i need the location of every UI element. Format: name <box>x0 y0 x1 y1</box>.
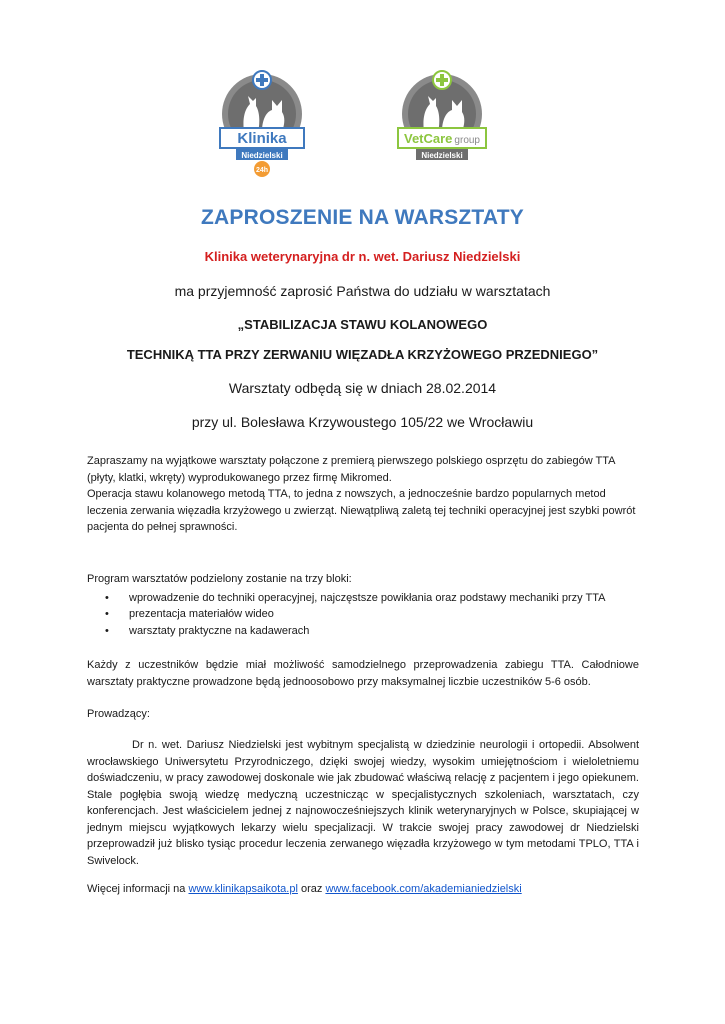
leaders-label: Prowadzący: <box>87 708 150 720</box>
bio-paragraph: Dr n. wet. Dariusz Niedzielski jest wybitnym specjalistą w dziedzinie neurologii i ortopedii. Absolwent wrocławskiego Uniwersytetu Przyrodniczego, dzięki swojej wiedzy, wysokim umiejętnościom i wieloletniemu doświadczeniu, w pracy zawodowej doskonale wie jak zbudować właściwą relację z pacjentem i jego opiekunem. Stale pogłębia swoją wiedzę medyczną uczestnicząc w specjalistycznych szkoleniach, warsztatach, czy konferencjach. Jest właścicielem jednej z najnowocześniejszych klinik weterynaryjnych w Polsce, skupiającej w jednym miejscu wyjątkowych lekarzy wielu specjalizacji. W trakcie swojej pracy zawodowej dr Niedzielski przeprowadził już blisko tysiąc procedur leczenia zerwanego więzadła krzyżowego w tym metodami TPLO, TTA i Swivelock. <box>87 739 639 867</box>
klinika-logo-sub: Niedzielski <box>241 151 283 160</box>
more-info-mid: oraz <box>297 883 326 895</box>
topic-line-2: TECHNIKĄ TTA PRZY ZERWANIU WIĘZADŁA KRZYŻOWEGO PRZEDNIEGO” <box>126 347 599 362</box>
logo-row <box>0 70 725 180</box>
date-line: Warsztaty odbędą się w dniach 28.02.2014 <box>228 380 497 396</box>
vetcare-logo <box>394 70 490 180</box>
klinika-logo-name: Klinika <box>237 130 287 147</box>
klinika-logo <box>214 70 310 180</box>
program-intro: Program warsztatów podzielony zostanie na trzy bloki: <box>87 573 352 585</box>
more-info-line <box>87 881 639 898</box>
participants-paragraph: Każdy z uczestników będzie miał możliwość samodzielnego przeprowadzenia zabiegu TTA. Całodniowe warsztaty praktyczne prowadzone będą jednoosobowo przy maksymalnej liczbie uczestników 5-6 osób. <box>87 659 639 688</box>
program-list <box>87 590 639 640</box>
program-item: • prezentacja materiałów wideo <box>129 606 639 623</box>
vetcare-name-c: group <box>454 135 481 146</box>
more-info-prefix: Więcej informacji na <box>87 883 189 895</box>
topic-line-1: „STABILIZACJA STAWU KOLANOWEGO <box>237 317 488 332</box>
intro-section <box>87 453 639 536</box>
program-section <box>87 571 639 639</box>
clinic-name: Klinika weterynaryjna dr n. wet. Dariusz Niedzielski <box>204 249 521 264</box>
document-title: ZAPROSZENIE NA WARSZTATY <box>201 206 524 229</box>
vetcare-name-a: Vet <box>403 131 424 146</box>
program-item: • warsztaty praktyczne na kadawerach <box>129 623 639 640</box>
program-item: • wprowadzenie do techniki operacyjnej, najczęstsze powikłania oraz podstawy mechaniki przy TTA <box>129 590 639 607</box>
vetcare-logo-sub: Niedzielski <box>421 151 463 160</box>
address-line: przy ul. Bolesława Krzywoustego 105/22 we Wrocławiu <box>191 414 534 430</box>
invite-line: ma przyjemność zaprosić Państwa do udziału w warsztatach <box>174 283 551 299</box>
intro-paragraph-1: Zapraszamy na wyjątkowe warsztaty połączone z premierą pierwszego polskiego osprzętu do zabiegów TTA (płyty, klatki, wkręty) wyprodukowanego przez firmę Mikromed. <box>87 455 615 484</box>
intro-paragraph-2: Operacja stawu kolanowego metodą TTA, to jedna z nowszych, a jednocześnie bardzo popularnych metod leczenia zerwania więzadła krzyżowego u zwierząt. Niewątpliwą zaletą tej techniki operacyjnej jest szybki powrót pacjenta do pełnej sprawności. <box>87 488 636 533</box>
facebook-link[interactable]: www.facebook.com/akademianiedzielski <box>325 883 522 895</box>
website-link[interactable]: www.klinikapsaikota.pl <box>188 883 298 895</box>
klinika-badge: 24h <box>255 167 269 174</box>
vetcare-name-b: Care <box>423 131 453 146</box>
